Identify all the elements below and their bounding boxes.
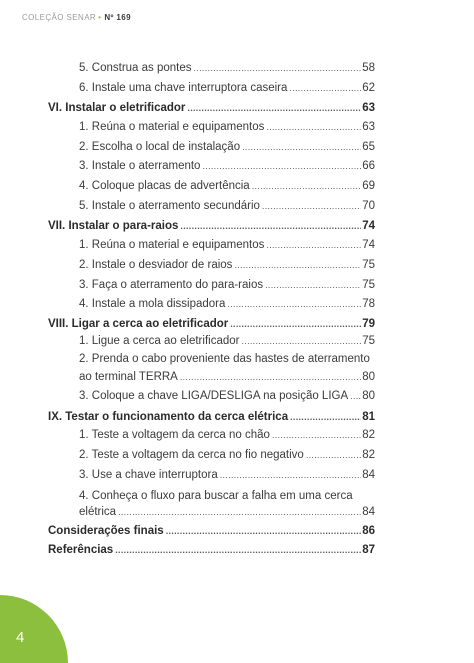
toc-entry-title: 3. Instale o aterramento xyxy=(79,160,201,172)
collection-number: Nº 169 xyxy=(104,13,131,22)
toc-entry[interactable] xyxy=(79,295,375,313)
dot-leader xyxy=(202,157,361,175)
dot-leader xyxy=(306,446,361,464)
toc-chapter-title: VI. Instalar o eletrificador xyxy=(48,102,186,114)
toc-entry[interactable] xyxy=(79,276,375,294)
toc-entry-title: 4. Coloque placas de advertência xyxy=(79,180,250,192)
toc-entry-title: 2. Escolha o local de instalação xyxy=(79,141,241,153)
toc-entry-page: 65 xyxy=(362,141,375,153)
dot-leader xyxy=(180,368,361,386)
dot-leader xyxy=(242,138,361,156)
header-bullet: • xyxy=(98,13,102,22)
toc-chapter-title: IX. Testar o funcionamento da cerca elétrica xyxy=(48,411,289,423)
toc-entry[interactable] xyxy=(79,138,375,156)
toc-entry-title: 1. Teste a voltagem da cerca no chão xyxy=(79,429,270,441)
toc-entry-title-continued: elétrica xyxy=(79,506,117,518)
toc-entry[interactable] xyxy=(79,256,375,274)
toc-entry-page: 82 xyxy=(362,449,375,461)
toc-entry[interactable] xyxy=(79,387,375,405)
toc-entry-title: 2. Instale o desviador de raios xyxy=(79,259,233,271)
toc-entry-page: 62 xyxy=(362,82,375,94)
dot-leader xyxy=(290,408,361,426)
toc-chapter-page: 87 xyxy=(362,544,375,556)
toc-entry[interactable] xyxy=(79,426,375,444)
toc-entry-page: 80 xyxy=(362,390,375,402)
dot-leader xyxy=(220,466,361,484)
dot-leader xyxy=(350,387,361,405)
toc-entry-title: 4. Instale a mola dissipadora xyxy=(79,298,226,310)
toc-chapter-page: 74 xyxy=(362,220,375,232)
toc-entry-title: 1. Reúna o material e equipamentos xyxy=(79,121,265,133)
toc-chapter-title: Referências xyxy=(48,544,114,556)
toc-entry[interactable] xyxy=(79,236,375,254)
dot-leader xyxy=(227,295,361,313)
dot-leader xyxy=(272,426,361,444)
toc-entry-title: 1. Reúna o material e equipamentos xyxy=(79,239,265,251)
dot-leader xyxy=(118,503,361,521)
toc-entry-page: 63 xyxy=(362,121,375,133)
toc-entry-title[interactable]: 4. Conheça o fluxo para buscar a falha em uma cerca xyxy=(79,490,353,502)
dot-leader xyxy=(194,59,362,77)
toc-chapter[interactable] xyxy=(48,99,375,117)
toc-entry[interactable] xyxy=(79,368,375,386)
toc-entry[interactable] xyxy=(79,332,375,350)
toc-entry[interactable] xyxy=(79,157,375,175)
toc-entry-page: 82 xyxy=(362,429,375,441)
toc-chapter-title: VIII. Ligar a cerca ao eletrificador xyxy=(48,318,229,330)
toc-entry-page: 66 xyxy=(362,160,375,172)
toc-entry-title: 2. Teste a voltagem da cerca no fio negativo xyxy=(79,449,304,461)
toc-entry-title: 1. Ligue a cerca ao eletrificador xyxy=(79,335,240,347)
toc-chapter[interactable] xyxy=(48,315,375,333)
toc-entry[interactable] xyxy=(79,177,375,195)
toc-entry-title: 3. Use a chave interruptora xyxy=(79,469,218,481)
toc-entry-page: 78 xyxy=(362,298,375,310)
toc-entry-title: 5. Construa as pontes xyxy=(79,62,192,74)
toc-entry[interactable] xyxy=(79,59,375,77)
toc-entry[interactable] xyxy=(79,466,375,484)
toc-entry[interactable] xyxy=(79,446,375,464)
dot-leader xyxy=(241,332,361,350)
toc-entry[interactable] xyxy=(79,118,375,136)
toc-chapter[interactable] xyxy=(48,408,375,426)
dot-leader xyxy=(187,99,361,117)
toc-entry-title-continued: ao terminal TERRA xyxy=(79,371,178,383)
toc-entry-page: 84 xyxy=(362,469,375,481)
toc-entry[interactable] xyxy=(79,503,375,521)
toc-entry-page: 75 xyxy=(362,279,375,291)
dot-leader xyxy=(289,79,361,97)
dot-leader xyxy=(234,256,361,274)
toc-entry-page: 84 xyxy=(362,506,375,518)
toc-chapter-page: 79 xyxy=(362,318,375,330)
dot-leader xyxy=(180,217,361,235)
toc-entry-page: 75 xyxy=(362,259,375,271)
toc-entry-page: 74 xyxy=(362,239,375,251)
toc-chapter-page: 81 xyxy=(362,411,375,423)
collection-name: COLEÇÃO SENAR xyxy=(22,13,97,22)
toc-entry-page: 69 xyxy=(362,180,375,192)
page-number: 4 xyxy=(16,629,25,646)
toc-entry-page: 80 xyxy=(362,371,375,383)
toc-entry-page: 75 xyxy=(362,335,375,347)
toc-entry-title: 3. Faça o aterramento do para-raios xyxy=(79,279,264,291)
dot-leader xyxy=(166,522,362,540)
toc-chapter[interactable] xyxy=(48,522,375,540)
toc-chapter-title: VII. Instalar o para-raios xyxy=(48,220,179,232)
dot-leader xyxy=(265,276,361,294)
toc-entry-page: 58 xyxy=(362,62,375,74)
dot-leader xyxy=(262,197,361,215)
toc-chapter-page: 63 xyxy=(362,102,375,114)
dot-leader xyxy=(230,315,361,333)
toc-entry-title: 5. Instale o aterramento secundário xyxy=(79,200,260,212)
toc-chapter-page: 86 xyxy=(362,525,375,537)
dot-leader xyxy=(115,541,361,559)
dot-leader xyxy=(266,118,361,136)
toc-chapter[interactable] xyxy=(48,217,375,235)
toc-entry-title: 3. Coloque a chave LIGA/DESLIGA na posição LIGA xyxy=(79,390,349,402)
toc-entry[interactable] xyxy=(79,197,375,215)
toc-entry[interactable] xyxy=(79,79,375,97)
dot-leader xyxy=(266,236,361,254)
toc-chapter-title: Considerações finais xyxy=(48,525,164,537)
dot-leader xyxy=(252,177,362,195)
toc-entry-page: 70 xyxy=(362,200,375,212)
toc-entry-title[interactable]: 2. Prenda o cabo proveniente das hastes de aterramento xyxy=(79,353,370,365)
toc-entry-title: 6. Instale uma chave interruptora caseira xyxy=(79,82,288,94)
toc-chapter[interactable] xyxy=(48,541,375,559)
